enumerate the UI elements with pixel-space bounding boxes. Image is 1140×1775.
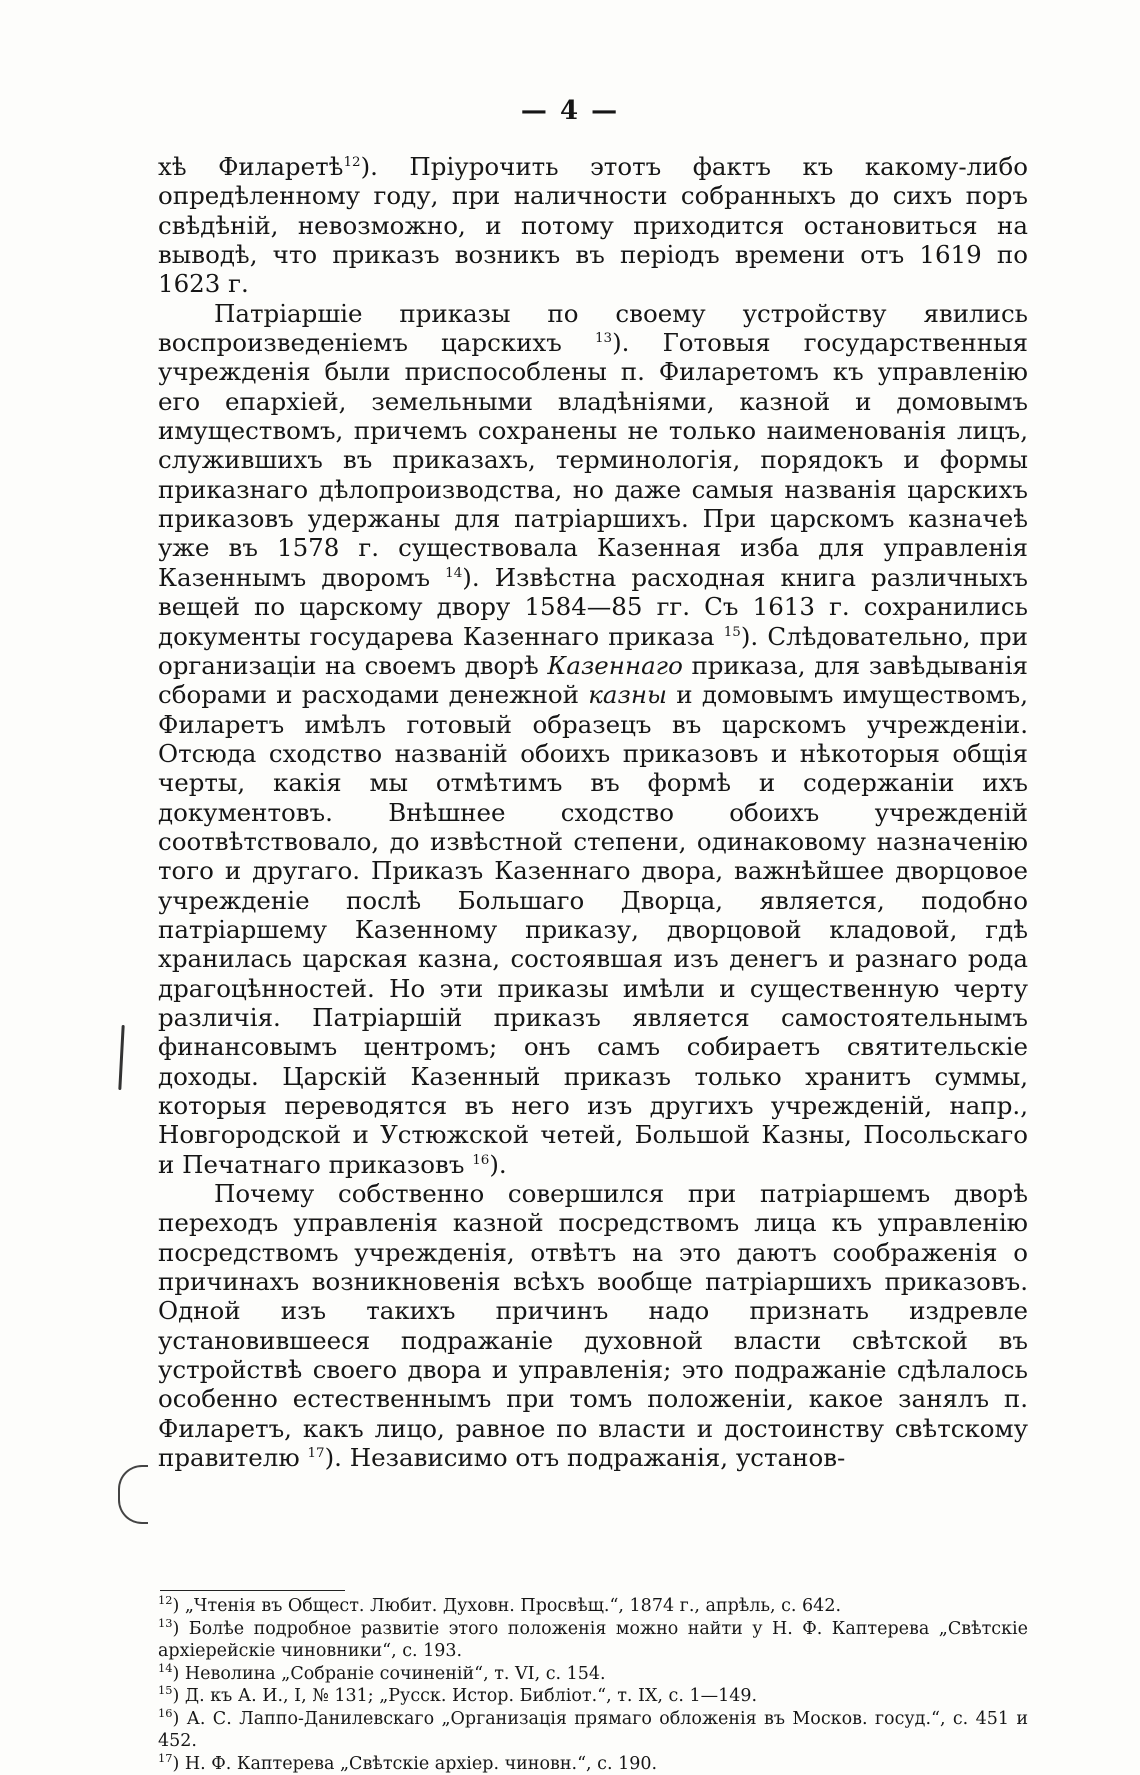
paragraph-text: ). Готовыя государственныя учрежденія были приспособлены п. Филаретомъ къ управленію его епархіей, земельными владѣніями, казной и домовымъ имуществомъ, причемъ сохранены не только наименованія лицъ, служившихъ въ приказахъ, терминологія, порядокъ и формы приказнаго дѣлопроизводства, но даже самыя названія царскихъ приказовъ удержаны для патріаршихъ. При царскомъ казначеѣ уже въ 1578 г. существовала Казенная изба для управленія Казеннымъ дворомъ <box>158 328 1028 592</box>
footnote <box>158 1708 1028 1753</box>
paragraph <box>158 299 1028 1179</box>
footnote-reference: 16 <box>472 1152 489 1168</box>
paragraph-text: Почему собственно совершился при патріаршемъ дворѣ переходъ управленія казной посредствомъ лица къ управленію посредствомъ учрежденія, отвѣтъ на это даютъ соображенія о причинахъ возникновенія всѣхъ вообще патріаршихъ приказовъ. Одной изъ такихъ причинъ надо признать издревле установившееся подражаніе духовной власти свѣтской въ устройствѣ своего двора и управленія; это подражаніе сдѣлалось особенно естественнымъ при томъ положеніи, какое занялъ п. Филаретъ, какъ лицо, равное по власти и достоинству свѣтскому правителю <box>158 1179 1028 1472</box>
italic-term: казны <box>588 680 667 709</box>
footnote-text: ) Неволина „Собраніе сочиненій“, т. VI, с. 154. <box>172 1664 605 1684</box>
paragraph <box>158 152 1028 299</box>
footnote-divider <box>160 1590 345 1591</box>
footnote <box>158 1595 1028 1618</box>
main-text <box>158 152 1028 1472</box>
footnote-number: 15 <box>158 1683 172 1697</box>
footnote-number: 14 <box>158 1661 172 1675</box>
paragraph-text: приказа, для завѣдыванія сборами и расходами денежной <box>158 651 1028 709</box>
footnote <box>158 1663 1028 1686</box>
footnote <box>158 1618 1028 1663</box>
footnote-text: ) Д. къ А. И., I, № 131; „Русск. Истор. Библіот.“, т. IX, с. 1—149. <box>172 1686 757 1706</box>
footnote-text: ) Болѣе подробное развитіе этого положенія можно найти у Н. Ф. Каптерева „Свѣтскіе архіерейскіе чиновники“, с. 193. <box>158 1619 1028 1662</box>
footnote-text: ) „Чтенія въ Общест. Любит. Духовн. Просвѣщ.“, 1874 г., апрѣль, с. 642. <box>172 1596 841 1616</box>
footnote-reference: 12 <box>343 154 360 170</box>
paragraph-text: ). <box>489 1150 506 1179</box>
margin-bracket-mark <box>118 1465 148 1524</box>
page-number: — 4 — <box>0 96 1140 126</box>
footnote-reference: 14 <box>445 565 462 581</box>
footnote-reference: 15 <box>724 623 741 639</box>
paragraph-text: ). Слѣдовательно, при организаціи на своемъ дворѣ <box>158 622 1028 680</box>
footnote <box>158 1753 1028 1775</box>
footnote-number: 17 <box>158 1751 172 1765</box>
footnote-reference: 17 <box>307 1445 324 1461</box>
footnote <box>158 1685 1028 1708</box>
paragraph-text: и домовымъ имуществомъ, Филаретъ имѣлъ готовый образецъ въ царскомъ учрежденіи. Отсюда сходство названій обоихъ приказовъ и нѣкоторыя общія черты, какія мы отмѣтимъ въ формѣ и содержаніи ихъ документовъ. Внѣшнее сходство обоихъ учрежденій соотвѣтствовало, до извѣстной степени, одинаковому назначенію того и другаго. Приказъ Казеннаго двора, важнѣйшее дворцовое учрежденіе послѣ Большаго Дворца, является, подобно патріаршему Казенному приказу, дворцовой кладовой, гдѣ хранилась царская казна, состоявшая изъ денегъ и разнаго рода драгоцѣнностей. Но эти приказы имѣли и существенную черту различія. Патріаршій приказъ является самостоятельнымъ финансовымъ центромъ; онъ самъ собираетъ святительскіе доходы. Царскій Казенный приказъ только хранитъ суммы, которыя переводятся въ него изъ другихъ учрежденій, напр., Новгородской и Устюжской четей, Большой Казны, Посольскаго и Печатнаго приказовъ <box>158 680 1028 1179</box>
paragraph <box>158 1179 1028 1472</box>
footnote-text: ) А. С. Лаппо-Данилевскаго „Организація прямаго обложенія въ Москов. госуд.“, с. 451 и 452. <box>158 1709 1028 1752</box>
paragraph-text: ). Пріурочить этотъ фактъ къ какому-либо опредѣленному году, при наличности собранныхъ до сихъ поръ свѣдѣній, невозможно, и потому приходится остановиться на выводѣ, что приказъ возникъ въ періодъ времени отъ 1619 по 1623 г. <box>158 152 1028 298</box>
footnote-text: ) Н. Ф. Каптерева „Свѣтскіе архіер. чиновн.“, с. 190. <box>172 1754 657 1774</box>
paragraph-text: ). Извѣстна расходная книга различныхъ вещей по царскому двору 1584—85 гг. Съ 1613 г. сохранились документы государева Казеннаго приказа <box>158 563 1028 651</box>
footnote-reference: 13 <box>595 330 612 346</box>
footnote-number: 12 <box>158 1593 172 1607</box>
italic-term: Казеннаго <box>547 651 682 680</box>
footnote-number: 16 <box>158 1706 172 1720</box>
paragraph-text: xѣ Филаретѣ <box>158 152 343 181</box>
footnotes <box>158 1595 1028 1775</box>
margin-pencil-mark <box>118 1025 124 1090</box>
paragraph-text: ). Независимо отъ подражанія, установ- <box>325 1443 846 1472</box>
footnote-number: 13 <box>158 1616 172 1630</box>
paragraph-text: Патріаршіе приказы по своему устройству явились воспроизведеніемъ царскихъ <box>158 299 1028 357</box>
